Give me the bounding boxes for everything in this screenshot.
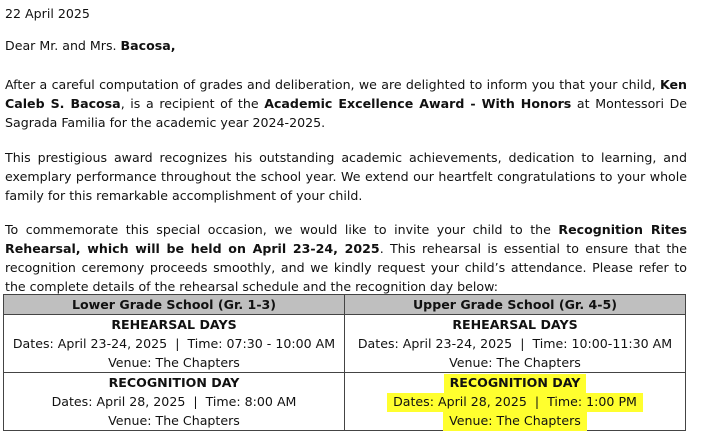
header-upper-grade: Upper Grade School (Gr. 4-5)	[345, 295, 686, 315]
cell-venue: Venue: The Chapters	[449, 355, 581, 370]
table-header-row	[4, 295, 686, 315]
schedule-table	[3, 294, 686, 431]
paragraph-award-text-2: , is a recipient of the	[120, 96, 265, 111]
cell-details: Dates: April 23-24, 2025 | Time: 10:00-11:30 AM	[357, 336, 673, 351]
paragraph-invitation-text-2: . This rehearsal is essential to ensure that the recognition ceremony proceeds smoothly, and we kindly request your child’s attendance. Please refer to the complete details of the rehearsal schedule and the recognition day below:	[5, 241, 688, 294]
cell-upper-rehearsal	[345, 315, 686, 373]
cell-title: REHEARSAL DAYS	[452, 317, 578, 332]
cell-venue: Venue: The Chapters	[108, 355, 240, 370]
paragraph-invitation-text-1: To commemorate this special occasion, we would like to invite your child to the	[5, 222, 559, 237]
paragraph-award-text-1: After a careful computation of grades and deliberation, we are delighted to inform you that your child,	[5, 77, 660, 92]
salutation	[5, 38, 176, 53]
salutation-prefix: Dear Mr. and Mrs.	[5, 38, 121, 53]
paragraph-award-text-3: at Montessori De Sagrada Familia for the academic year 2024-2025.	[5, 96, 688, 130]
header-lower-grade: Lower Grade School (Gr. 1-3)	[4, 295, 345, 315]
paragraph-congratulations: This prestigious award recognizes his outstanding academic achievements, dedication to learning, and exemplary performance throughout the school year. We extend our heartfelt congratulations to your whole family for this remarkable accomplishment of your child.	[5, 150, 687, 203]
cell-lower-rehearsal	[4, 315, 345, 373]
highlighted-details: Dates: April 28, 2025 | Time: 1:00 PM	[387, 393, 643, 412]
paragraph-invitation	[5, 220, 687, 296]
rehearsal-event: Recognition Rites Rehearsal, which will be held on April 23-24, 2025	[5, 222, 687, 256]
award-name: Academic Excellence Award - With Honors	[264, 96, 572, 111]
cell-title: REHEARSAL DAYS	[111, 317, 237, 332]
table-row-recognition	[4, 373, 686, 431]
paragraph-award	[5, 75, 687, 132]
child-name: Ken Caleb S. Bacosa	[5, 77, 687, 111]
letter-date: 22 April 2025	[5, 6, 90, 21]
cell-details: Dates: April 23-24, 2025 | Time: 07:30 - 10:00 AM	[12, 336, 336, 351]
highlighted-title: RECOGNITION DAY	[444, 374, 587, 393]
cell-lower-recognition	[4, 373, 345, 431]
cell-title: RECOGNITION DAY	[108, 375, 240, 390]
table-row-rehearsal	[4, 315, 686, 373]
salutation-name: Bacosa,	[120, 38, 176, 53]
highlighted-venue: Venue: The Chapters	[443, 412, 587, 431]
cell-upper-recognition	[345, 373, 686, 431]
cell-venue: Venue: The Chapters	[108, 413, 240, 428]
cell-details: Dates: April 28, 2025 | Time: 8:00 AM	[51, 394, 297, 409]
